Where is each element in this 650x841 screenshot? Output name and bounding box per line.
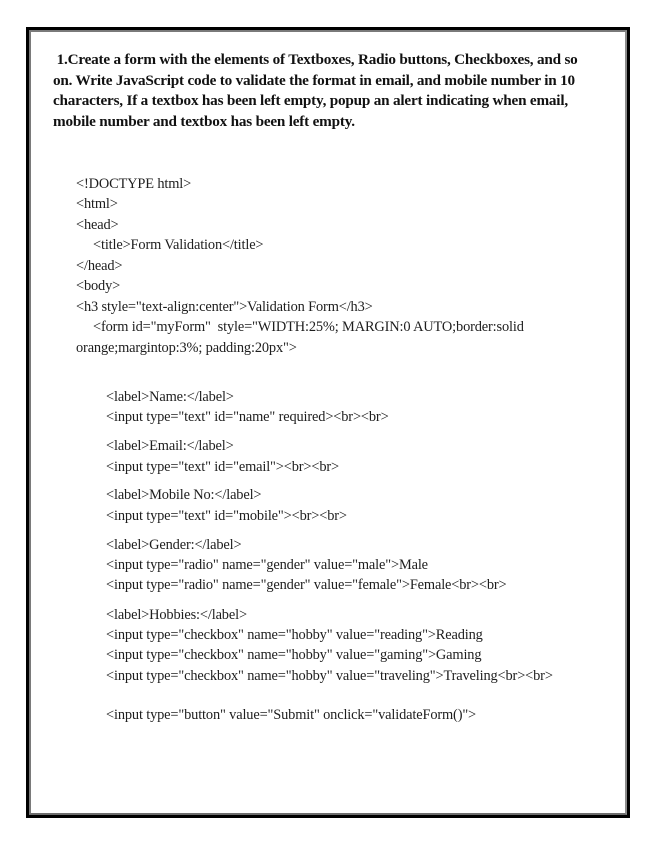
code-line: <input type="text" id="mobile"><br><br> <box>106 508 347 524</box>
code-line: <label>Mobile No:</label> <box>106 487 262 503</box>
code-line: <input type="text" id="email"><br><br> <box>106 459 339 475</box>
code-line: <input type="text" id="name" required><br><br> <box>106 409 389 425</box>
code-line: <label>Name:</label> <box>106 389 234 405</box>
question-line: 1.Create a form with the elements of Textboxes, Radio buttons, Checkboxes, and so <box>53 51 578 68</box>
code-line: <!DOCTYPE html> <box>76 176 192 192</box>
code-line: <head> <box>76 217 119 233</box>
code-line: orange;margintop:3%; padding:20px"> <box>76 340 297 356</box>
code-line: <title>Form Validation</title> <box>93 237 264 253</box>
code-line: <label>Hobbies:</label> <box>106 607 247 623</box>
question-line: on. Write JavaScript code to validate the format in email, and mobile number in 10 <box>53 71 575 89</box>
code-line: <form id="myForm" style="WIDTH:25%; MARGIN:0 AUTO;border:solid <box>93 319 524 335</box>
question-line: characters, If a textbox has been left empty, popup an alert indicating when email, <box>53 92 568 110</box>
code-line: <input type="checkbox" name="hobby" value="traveling">Traveling<br><br> <box>106 668 553 684</box>
code-line: <input type="radio" name="gender" value="male">Male <box>106 557 428 573</box>
question-line: mobile number and textbox has been left empty. <box>53 112 355 130</box>
code-line: <input type="button" value="Submit" onclick="validateForm()"> <box>106 707 477 723</box>
code-line: <input type="radio" name="gender" value="female">Female<br><br> <box>106 577 507 593</box>
code-line: <label>Email:</label> <box>106 438 234 454</box>
code-line: <label>Gender:</label> <box>106 537 242 553</box>
code-line: <input type="checkbox" name="hobby" value="gaming">Gaming <box>106 647 482 663</box>
code-line: <body> <box>76 278 121 294</box>
code-line: </head> <box>76 258 123 274</box>
code-line: <h3 style="text-align:center">Validation Form</h3> <box>76 299 373 315</box>
code-line: <input type="checkbox" name="hobby" value="reading">Reading <box>106 627 483 643</box>
code-line: <html> <box>76 196 118 212</box>
question-heading <box>53 50 613 132</box>
